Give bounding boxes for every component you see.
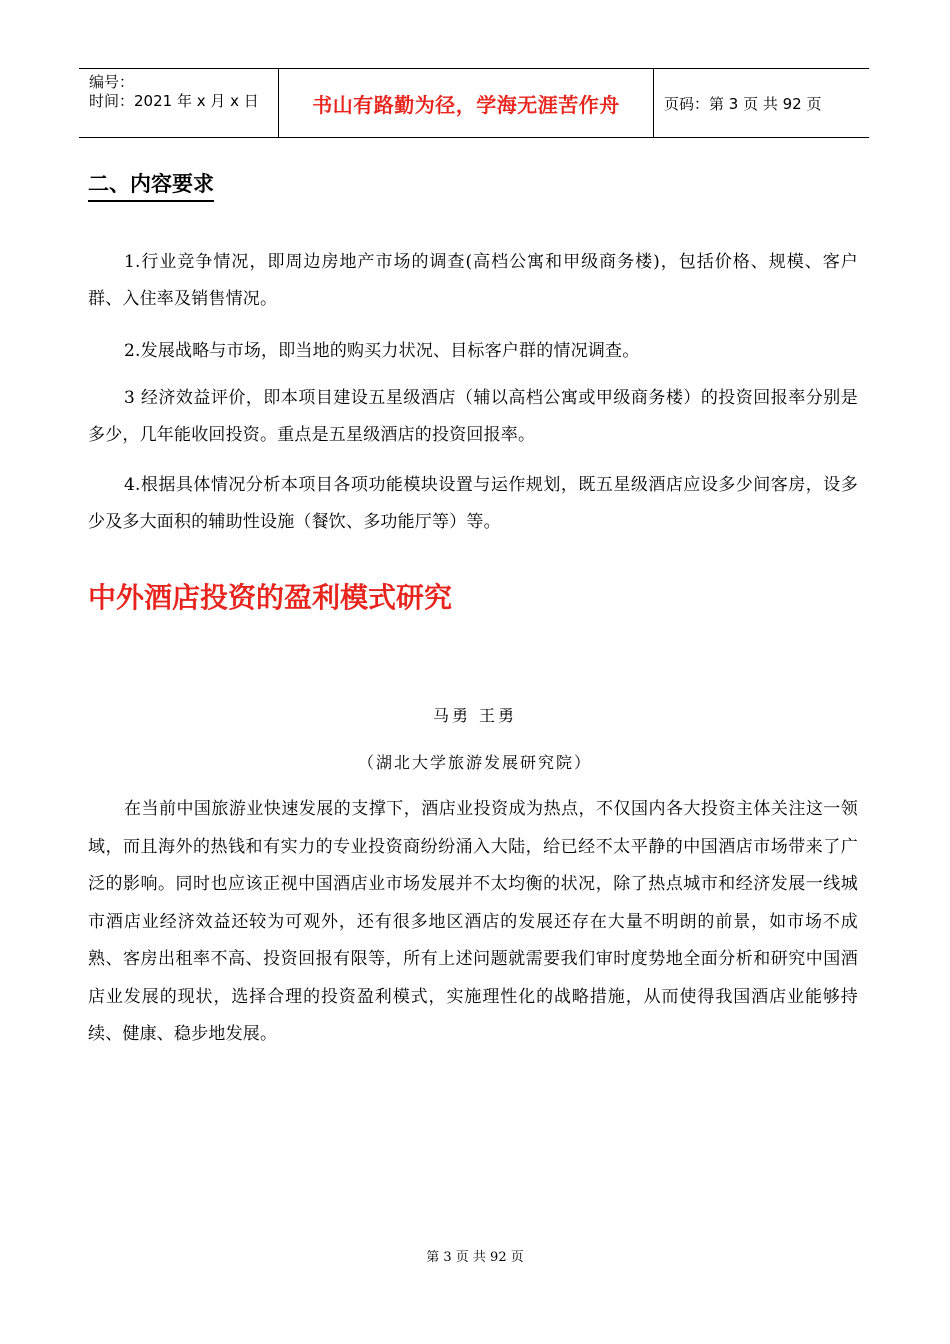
article-body: 在当前中国旅游业快速发展的支撑下，酒店业投资成为热点，不仅国内各大投资主体关注这一领域，而且海外的热钱和有实力的专业投资商纷纷涌入大陆，给已经不太平静的中国酒店市场带来了广泛的影响。同时也应该正视中国酒店业市场发展并不太均衡的状况，除了热点城市和经济发展一线城市酒店业经济效益还较为可观外，还有很多地区酒店的发展还存在大量不明朗的前景，如市场不成熟、客房出租率不高、投资回报有限等，所有上述问题就需要我们审时度势地全面分析和研究中国酒店业发展的现状，选择合理的投资盈利模式，实施理性化的战略措施，从而使得我国酒店业能够持续、健康、稳步地发展。 (88, 799, 858, 1044)
article-authors: 马勇 王勇 (432, 706, 518, 725)
requirement-item-3: 3 经济效益评价，即本项目建设五星级酒店（辅以高档公寓或甲级商务楼）的投资回报率分别是多少，几年能收回投资。重点是五星级酒店的投资回报率。 (88, 388, 858, 445)
page-footer: 第 3 页 共 92 页 (426, 1250, 524, 1265)
article-affiliation: （湖北大学旅游发展研究院） (357, 753, 592, 772)
requirement-item-4: 4.根据具体情况分析本项目各项功能模块设置与运作规划，既五星级酒店应设多少间客房，设多少及多大面积的辅助性设施（餐饮、多功能厅等）等。 (88, 475, 858, 532)
section-heading: 二、内容要求 (88, 170, 214, 202)
header-motto: 书山有路勤为径，学海无涯苦作舟 (279, 69, 654, 137)
header-page-code: 页码：第 3 页 共 92 页 (664, 94, 822, 113)
document-number-label: 编号： (89, 73, 135, 91)
requirement-item-2: 2.发展战略与市场，即当地的购买力状况、目标客户群的情况调查。 (124, 341, 640, 361)
document-date: 时间：2021 年 x 月 x 日 (89, 92, 259, 110)
header-meta (79, 69, 279, 137)
article-title: 中外酒店投资的盈利模式研究 (88, 581, 453, 614)
page-header (79, 68, 869, 138)
requirement-item-1: 1.行业竞争情况，即周边房地产市场的调查(高档公寓和甲级商务楼)，包括价格、规模、客户群、入住率及销售情况。 (88, 252, 858, 309)
